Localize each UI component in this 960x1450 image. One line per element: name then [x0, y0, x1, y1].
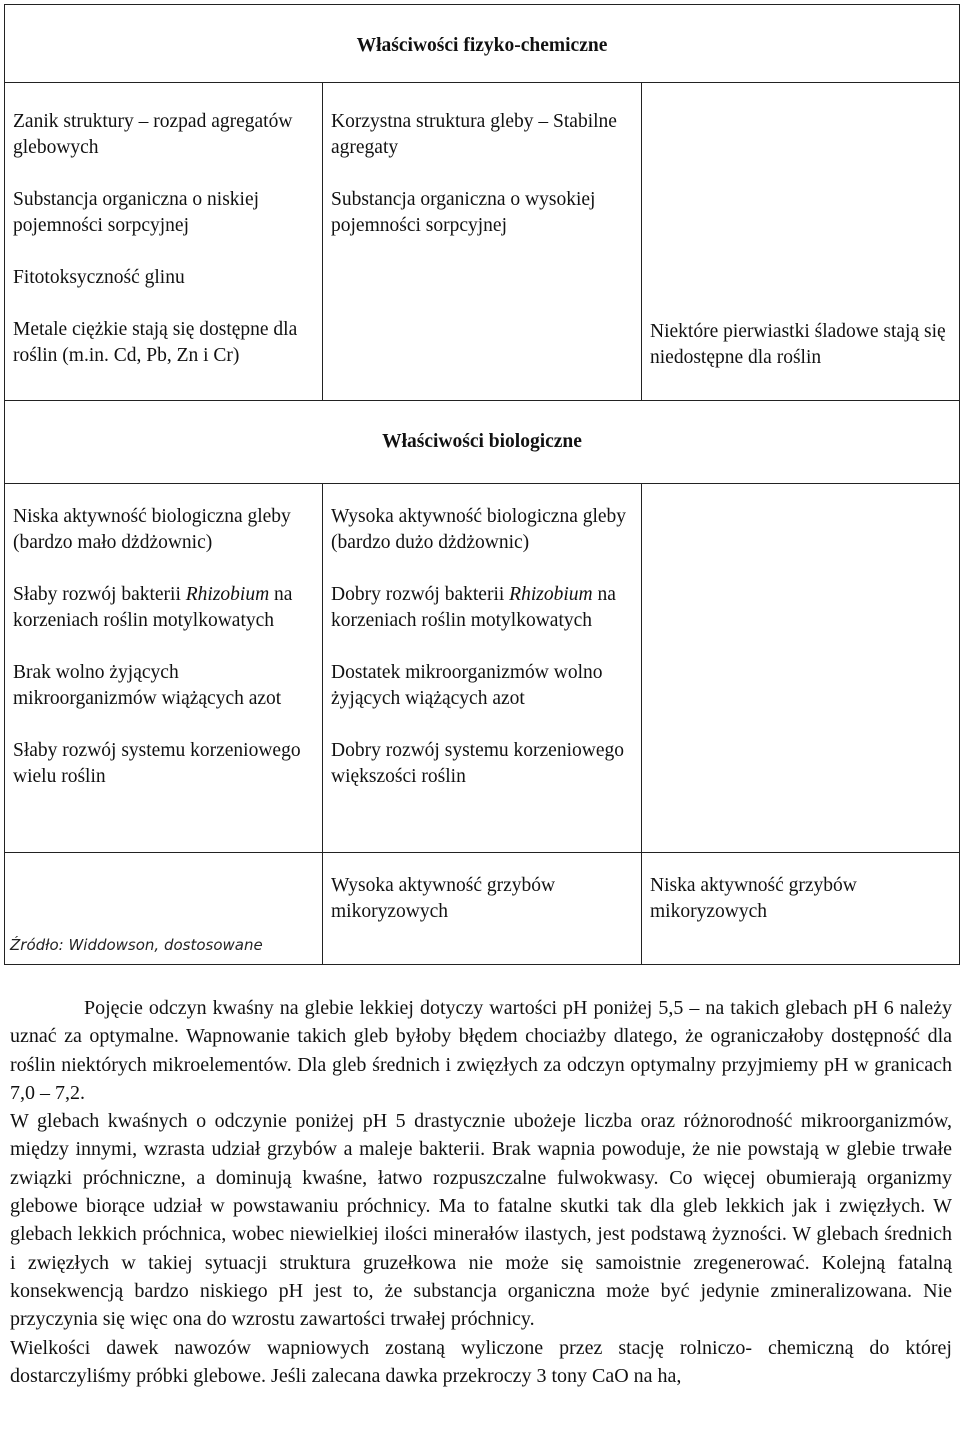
cell-paragraph: Dobry rozwój bakterii Rhizobium na korzeniach roślin motylkowatych	[331, 584, 616, 631]
table-source-caption: Źródło: Widdowson, dostosowane	[10, 936, 263, 954]
cell-paragraph: Brak wolno żyjących mikroorganizmów wiążących azot	[13, 662, 282, 709]
table-row	[5, 401, 960, 484]
soil-properties-table	[4, 4, 960, 965]
cell-paragraph: Słaby rozwój bakterii Rhizobium na korzeniach roślin motylkowatych	[13, 584, 293, 631]
cell-paragraph: Dostatek mikroorganizmów wolno żyjących wiążących azot	[331, 662, 603, 709]
physchem-header: Właściwości fizyko-chemiczne	[5, 5, 960, 83]
table-row	[5, 83, 960, 401]
bio-header: Właściwości biologiczne	[5, 401, 960, 484]
cell-paragraph: Substancja organiczna o niskiej pojemności sorpcyjnej	[13, 189, 260, 236]
bio-middle-cell	[323, 484, 642, 853]
physchem-left-cell	[5, 83, 323, 401]
cell-paragraph: Dobry rozwój systemu korzeniowego większości roślin	[331, 740, 624, 787]
cell-paragraph: Fitotoksyczność glinu	[13, 267, 185, 288]
bio-right-cell	[642, 484, 960, 853]
cell-paragraph: Zanik struktury – rozpad agregatów glebowych	[13, 111, 293, 158]
body-paragraph: W glebach kwaśnych o odczynie poniżej pH 5 drastycznie ubożeje liczba oraz różnorodność mikroorganizmów, między innymi, wzrasta udział grzybów a maleje bakterii. Brak wapnia powoduje, że nie powstają w glebie trwałe związki próchniczne, a dominują kwaśne, łatwo rozpuszczalne fulwokwasy. Co więcej obumierają organizmy glebowe biorące udział w powstawaniu próchnicy. Ma to fatalne skutki tak dla gleb lekkich jak i zwięzłych. W glebach lekkich próchnica, wobec niewielkiej ilości minerałów ilastych, jest podstawą żyzności. W glebach średnich i zwięzłych w takiej sytuacji struktura gruzełkowa nie może się samoistnie zregenerować. Kolejną fatalną konsekwencją bardzo niskiego pH jest to, że substancja organiczna może być jedynie zmineralizowana. Nie przyczynia się więc ona do wzrostu zawartości trwałej próchnicy.	[10, 1110, 952, 1331]
cell-paragraph: Wysoka aktywność grzybów mikoryzowych	[331, 875, 556, 922]
cell-paragraph: Słaby rozwój systemu korzeniowego wielu roślin	[13, 740, 301, 787]
body-paragraph: Pojęcie odczyn kwaśny na glebie lekkiej dotyczy wartości pH poniżej 5,5 – na takich glebach pH 6 należy uznać za optymalne. Wapnowanie takich gleb byłoby błędem chociażby dlatego, że ograniczałoby dostępność dla roślin niektórych mikroelementów. Dla gleb średnich i zwięzłych za odczyn optymalny przyjmiemy pH w granicach 7,0 – 7,2.	[10, 997, 952, 1104]
cell-paragraph: Metale ciężkie stają się dostępne dla roślin (m.in. Cd, Pb, Zn i Cr)	[13, 319, 298, 366]
cell-paragraph: Niska aktywność grzybów mikoryzowych	[650, 875, 857, 922]
physchem-right-cell	[642, 83, 960, 401]
cell-paragraph: Niektóre pierwiastki śladowe stają się niedostępne dla roślin	[650, 321, 946, 368]
cell-paragraph: Wysoka aktywność biologiczna gleby (bardzo dużo dżdżownic)	[331, 506, 627, 553]
body-paragraph: Wielkości dawek nawozów wapniowych zostaną wyliczone przez stację rolniczo- chemiczną do której dostarczyliśmy próbki glebowe. Jeśli zalecana dawka przekroczy 3 tony CaO na ha,	[10, 1336, 952, 1387]
table-row	[5, 5, 960, 83]
table-row	[5, 484, 960, 853]
cell-paragraph: Korzystna struktura gleby – Stabilne agregaty	[331, 111, 617, 158]
cell-paragraph: Substancja organiczna o wysokiej pojemności sorpcyjnej	[331, 189, 596, 236]
cell-paragraph: Niska aktywność biologiczna gleby (bardzo mało dżdżownic)	[13, 506, 291, 553]
fungi-right-cell	[642, 853, 960, 965]
physchem-middle-cell	[323, 83, 642, 401]
fungi-middle-cell	[323, 853, 642, 965]
bio-left-cell	[5, 484, 323, 853]
body-text	[10, 994, 952, 1390]
